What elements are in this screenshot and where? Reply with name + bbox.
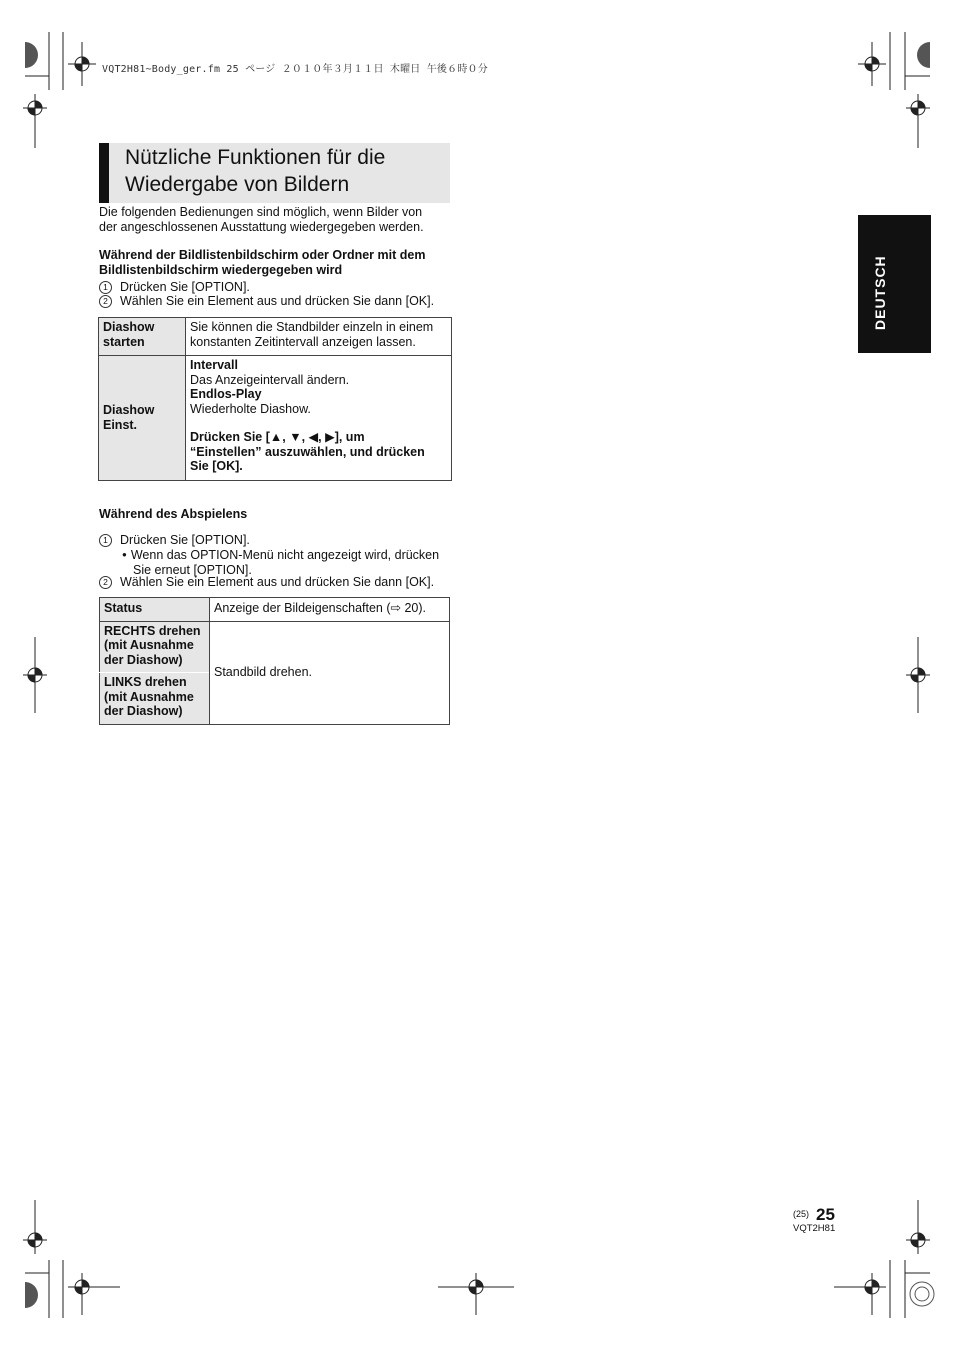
instruction-line: Drücken Sie [▲, ▼, ◀, ▶], um [190, 430, 365, 444]
row-key [100, 621, 210, 673]
key-line: RECHTS drehen [104, 623, 201, 638]
key-line: der Diashow) [104, 652, 183, 667]
key-line: (mit Ausnahme [104, 638, 194, 652]
title-accent-bar [99, 143, 109, 203]
table-row [100, 621, 450, 673]
interval-desc: Das Anzeigeintervall ändern. [190, 372, 350, 387]
table-row [99, 318, 452, 356]
table-row [99, 356, 452, 481]
table-row [100, 598, 450, 622]
row-value: Standbild drehen. [210, 621, 450, 724]
row-key [99, 318, 186, 356]
section2-step1 [99, 533, 250, 548]
step-number-badge: 1 [99, 281, 112, 294]
value-line: Sie können die Standbilder einzeln in einem [190, 320, 434, 334]
step-text: Drücken Sie [OPTION]. [120, 280, 250, 294]
page-title [125, 144, 385, 198]
row-value [186, 318, 452, 356]
row-key [99, 356, 186, 481]
bullet-line: Wenn das OPTION-Menü nicht angezeigt wird, drücken [130, 548, 440, 562]
value-line: konstanten Zeitintervall anzeigen lassen. [190, 334, 416, 349]
step-text: Wählen Sie ein Element aus und drücken Sie dann [OK]. [120, 294, 435, 308]
page-number: 25 [816, 1205, 835, 1224]
row-value: Anzeige der Bildeigenschaften (⇨ 20). [210, 598, 450, 622]
row-key [100, 673, 210, 725]
bullet-icon: ● [122, 550, 127, 559]
instruction-line: “Einstellen” auszuwählen, und drücken [190, 444, 425, 459]
page-title-line2: Wiedergabe von Bildern [125, 173, 350, 196]
intro-line2: der angeschlossenen Ausstattung wiedergegeben werden. [99, 220, 424, 234]
endless-desc: Wiederholte Diashow. [190, 401, 311, 416]
section1-heading-line1: Während der Bildlistenbildschirm oder Ordner mit dem [99, 248, 426, 262]
language-side-tab [858, 215, 931, 353]
step-text: Drücken Sie [OPTION]. [120, 533, 250, 547]
model-number: VQT2H81 [793, 1223, 836, 1234]
intro-line1: Die folgenden Bedienungen sind möglich, wenn Bilder von [99, 205, 423, 219]
key-line: Diashow [103, 320, 155, 334]
language-side-label: DEUTSCH [872, 255, 888, 330]
playback-options-table [99, 597, 450, 725]
key-line: Diashow [103, 403, 155, 418]
section2-heading: Während des Abspielens [99, 507, 248, 521]
bullet-line: Sie erneut [OPTION]. [133, 563, 252, 577]
file-info-header: VQT2H81~Body_ger.fm 25 ページ ２０１０年３月１１日 木曜日 午後６時０分 [102, 64, 488, 75]
section2-bullet [122, 547, 439, 578]
step-number-badge: 2 [99, 295, 112, 308]
page-title-line1: Nützliche Funktionen für die [125, 146, 386, 169]
step-number-badge: 1 [99, 534, 112, 547]
key-line: der Diashow) [104, 704, 183, 718]
interval-label: Intervall [190, 358, 238, 372]
section1-step1 [99, 280, 250, 295]
key-line: LINKS drehen [104, 675, 187, 689]
key-line: (mit Ausnahme [104, 689, 194, 704]
slideshow-options-table [98, 317, 452, 481]
step-text: Wählen Sie ein Element aus und drücken Sie dann [OK]. [120, 575, 435, 589]
section1-step2 [99, 294, 434, 309]
key-line: starten [103, 334, 145, 349]
page-number-small: (25) [793, 1209, 810, 1219]
row-key: Status [100, 598, 210, 622]
section1-heading-line2: Bildlistenbildschirm wiedergegeben wird [99, 263, 343, 277]
step-number-badge: 2 [99, 576, 112, 589]
section2-step2 [99, 575, 434, 590]
endless-label: Endlos-Play [190, 387, 262, 401]
intro-paragraph [99, 205, 424, 235]
row-value [186, 356, 452, 481]
key-line: Einst. [103, 417, 138, 432]
section1-heading [99, 248, 425, 278]
instruction-line: Sie [OK]. [190, 459, 243, 473]
